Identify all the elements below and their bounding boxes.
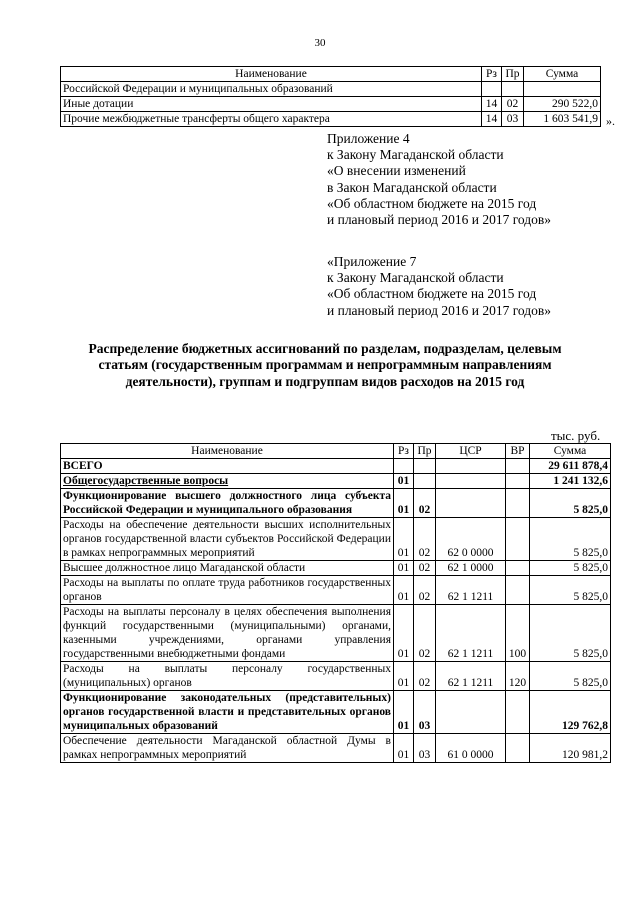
header-sum: Сумма	[524, 67, 601, 82]
row-name: Российской Федерации и муниципальных образований	[61, 82, 482, 97]
table-row	[61, 576, 611, 605]
row-rz: 01	[394, 489, 414, 518]
row-name: Общегосударственные вопросы	[61, 474, 394, 489]
header-sum: Сумма	[530, 444, 611, 459]
row-name: Высшее должностное лицо Магаданской области	[61, 561, 394, 576]
row-name: Расходы на выплаты по оплате труда работников государственных органов	[61, 576, 394, 605]
row-rz: 01	[394, 561, 414, 576]
appendix-line: к Закону Магаданской области	[327, 270, 504, 286]
row-vr	[506, 518, 530, 561]
row-rz: 14	[482, 112, 502, 127]
appendix-line: «Приложение 7	[327, 254, 417, 269]
row-name: Функционирование законодательных (представительных) органов государственной власти и представительных органов муниципальных образований	[61, 691, 394, 734]
row-pr: 02	[414, 576, 436, 605]
row-pr: 02	[414, 605, 436, 662]
table-row	[61, 561, 611, 576]
row-rz: 01	[394, 734, 414, 763]
row-csr	[436, 459, 506, 474]
table-row	[61, 518, 611, 561]
row-name: Иные дотации	[61, 97, 482, 112]
row-csr: 61 0 0000	[436, 734, 506, 763]
row-name: Обеспечение деятельности Магаданской областной Думы в рамках непрограммных мероприятий	[61, 734, 394, 763]
row-name: ВСЕГО	[61, 459, 394, 474]
document-title: Распределение бюджетных ассигнований по разделам, подразделам, целевым статьям (государственным программам и непрограммным направлениям деятельности), группам и подгруппам видов расходов на 2015 год	[88, 341, 562, 389]
row-pr: 02	[414, 561, 436, 576]
row-name: Прочие межбюджетные трансферты общего характера	[61, 112, 482, 127]
table-row	[61, 662, 611, 691]
row-csr	[436, 489, 506, 518]
header-name: Наименование	[61, 444, 394, 459]
row-csr: 62 1 1211	[436, 662, 506, 691]
row-pr: 02	[414, 518, 436, 561]
row-vr	[506, 691, 530, 734]
row-rz: 01	[394, 662, 414, 691]
header-pr: Пр	[502, 67, 524, 82]
row-csr: 62 1 1211	[436, 605, 506, 662]
table-row	[61, 605, 611, 662]
row-rz	[482, 82, 502, 97]
page-number: 30	[314, 37, 326, 49]
row-name: Расходы на выплаты персоналу государственных (муниципальных) органов	[61, 662, 394, 691]
row-sum: 120 981,2	[530, 734, 611, 763]
budget-table	[60, 443, 611, 763]
table-row	[61, 82, 601, 97]
header-rz: Рз	[482, 67, 502, 82]
row-pr: 03	[502, 112, 524, 127]
row-csr	[436, 474, 506, 489]
row-rz: 01	[394, 691, 414, 734]
appendix-4-block	[327, 131, 551, 228]
row-vr: 100	[506, 605, 530, 662]
row-pr: 03	[414, 691, 436, 734]
row-sum: 290 522,0	[524, 97, 601, 112]
row-rz: 01	[394, 576, 414, 605]
row-csr: 62 1 0000	[436, 561, 506, 576]
row-name: Расходы на выплаты персоналу в целях обеспечения выполнения функций государственными (муниципальными) органами, казенными учреждениями, органами управления государственными внебюджетными фондами	[61, 605, 394, 662]
table-header-row	[61, 67, 601, 82]
row-csr: 62 1 1211	[436, 576, 506, 605]
row-rz: 01	[394, 474, 414, 489]
row-sum: 5 825,0	[530, 662, 611, 691]
appendix-7-block	[327, 254, 551, 319]
header-csr: ЦСР	[436, 444, 506, 459]
row-sum: 5 825,0	[530, 518, 611, 561]
continued-table	[60, 66, 601, 127]
row-csr: 62 0 0000	[436, 518, 506, 561]
row-vr	[506, 489, 530, 518]
table-row-subsection	[61, 691, 611, 734]
row-sum	[524, 82, 601, 97]
row-vr	[506, 561, 530, 576]
row-name: Функционирование высшего должностного лица субъекта Российской Федерации и муниципального образования	[61, 489, 394, 518]
table-row-total	[61, 459, 611, 474]
row-sum: 5 825,0	[530, 561, 611, 576]
row-rz: 14	[482, 97, 502, 112]
row-vr: 120	[506, 662, 530, 691]
units-label: тыс. руб.	[551, 428, 601, 443]
row-vr	[506, 459, 530, 474]
row-csr	[436, 691, 506, 734]
header-name: Наименование	[61, 67, 482, 82]
row-rz	[394, 459, 414, 474]
appendix-line: к Закону Магаданской области	[327, 147, 504, 163]
row-pr	[502, 82, 524, 97]
row-sum: 1 603 541,9	[524, 112, 601, 127]
row-rz: 01	[394, 518, 414, 561]
header-rz: Рз	[394, 444, 414, 459]
row-vr	[506, 474, 530, 489]
appendix-line: в Закон Магаданской области	[327, 179, 497, 195]
table-header-row	[61, 444, 611, 459]
table-row-subsection	[61, 489, 611, 518]
header-vr: ВР	[506, 444, 530, 459]
row-pr	[414, 459, 436, 474]
row-sum: 5 825,0	[530, 576, 611, 605]
appendix-line: «Об областном бюджете на 2015 год	[327, 286, 537, 302]
appendix-line: «Об областном бюджете на 2015 год	[327, 195, 537, 211]
row-sum: 129 762,8	[530, 691, 611, 734]
row-pr	[414, 474, 436, 489]
table-row	[61, 112, 601, 127]
row-pr: 02	[414, 489, 436, 518]
row-pr: 03	[414, 734, 436, 763]
row-sum: 5 825,0	[530, 605, 611, 662]
header-pr: Пр	[414, 444, 436, 459]
row-vr	[506, 734, 530, 763]
row-sum: 5 825,0	[530, 489, 611, 518]
row-sum: 1 241 132,6	[530, 474, 611, 489]
row-rz: 01	[394, 605, 414, 662]
appendix-line: «О внесении изменений	[327, 163, 466, 179]
row-vr	[506, 576, 530, 605]
table-row	[61, 97, 601, 112]
row-pr: 02	[414, 662, 436, 691]
table-row	[61, 734, 611, 763]
row-name: Расходы на обеспечение деятельности высших исполнительных органов государственной власти субъектов Российской Федерации в рамках непрограммных мероприятий	[61, 518, 394, 561]
row-sum: 29 611 878,4	[530, 459, 611, 474]
closing-quote: ».	[606, 114, 615, 128]
appendix-line: Приложение 4	[327, 131, 410, 146]
table-row-section	[61, 474, 611, 489]
appendix-line: и плановый период 2016 и 2017 годов»	[327, 212, 552, 228]
row-pr: 02	[502, 97, 524, 112]
appendix-line: и плановый период 2016 и 2017 годов»	[327, 302, 552, 318]
